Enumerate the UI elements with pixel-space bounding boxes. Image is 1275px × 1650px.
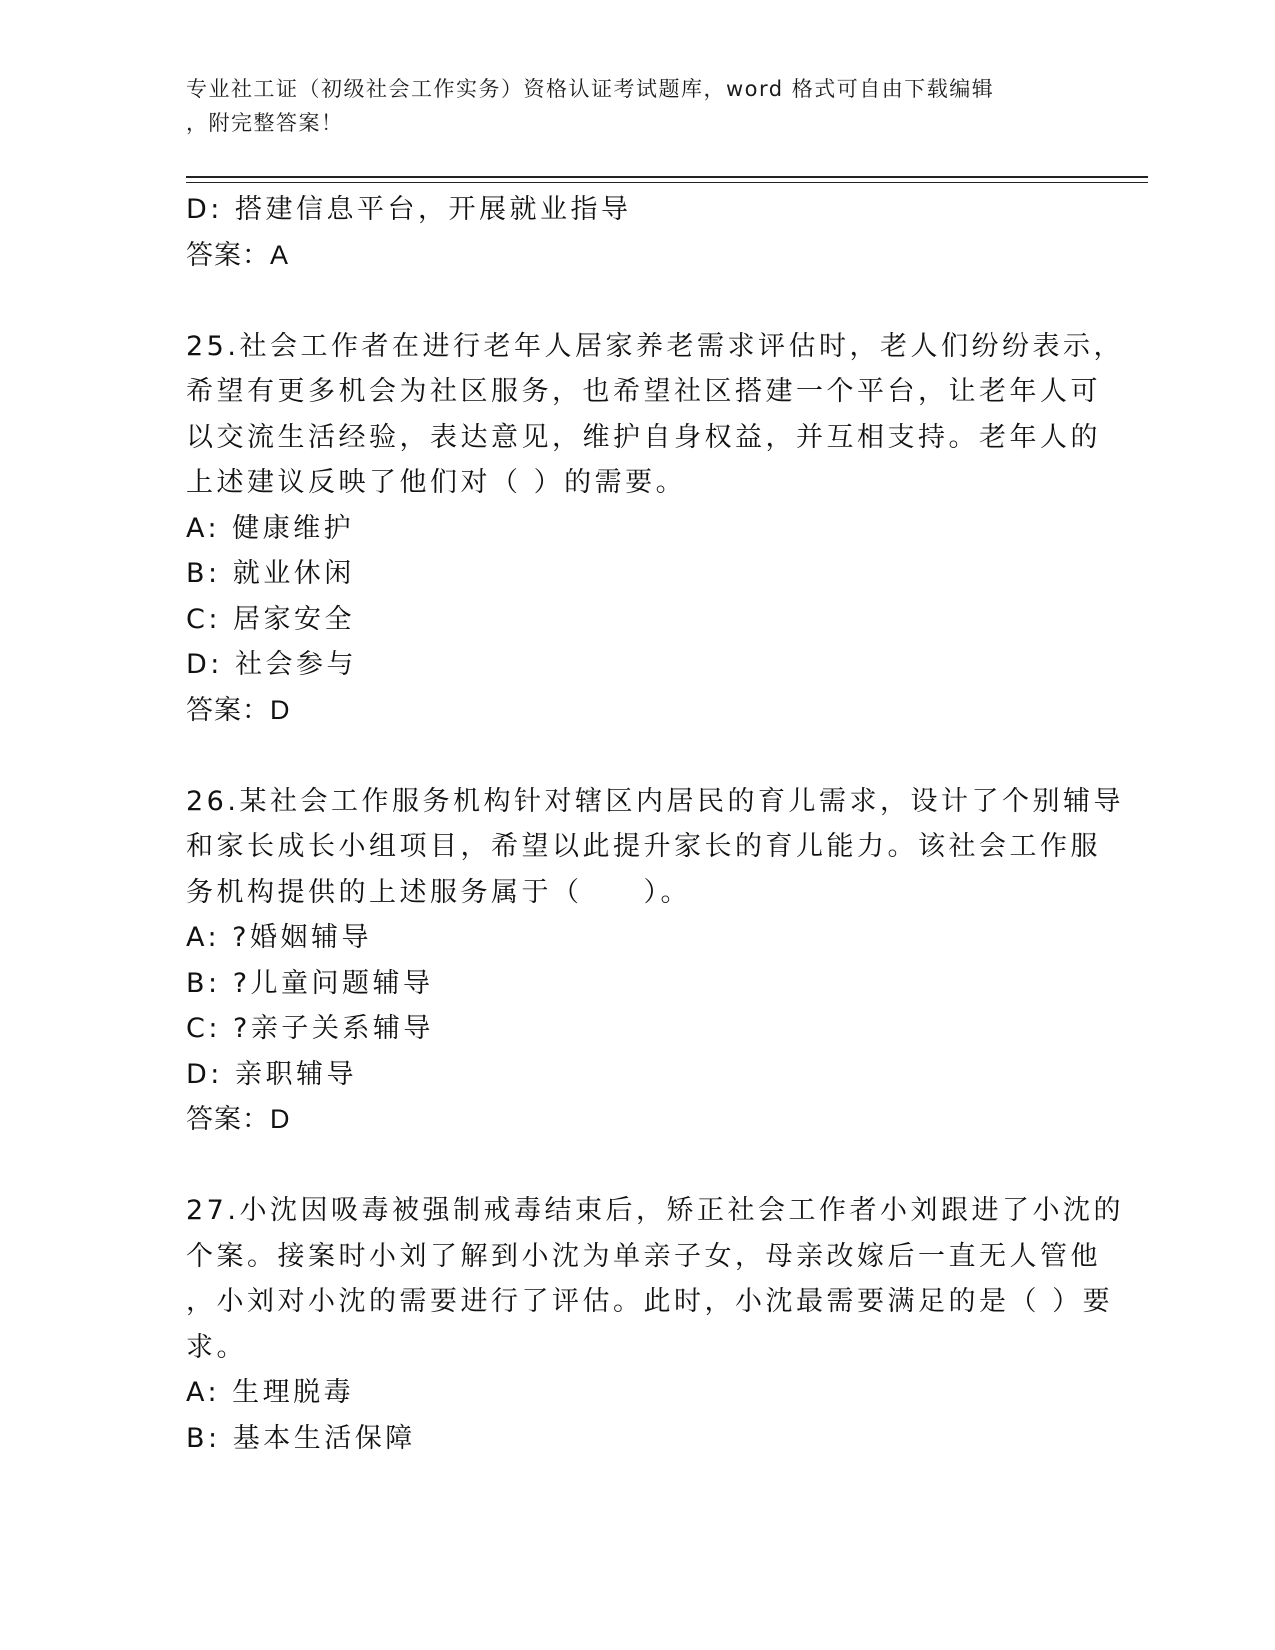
page-header <box>186 72 1066 140</box>
question-stem-line: 25.社会工作者在进行老年人居家养老需求评估时，老人们纷纷表示， <box>186 330 1124 362</box>
question-27 <box>186 1188 1124 1461</box>
question-stem-line: 上述建议反映了他们对（ ）的需要。 <box>186 467 687 498</box>
spacer <box>186 733 1066 779</box>
option-a: A: 生理脱毒 <box>186 1377 355 1408</box>
option-c: C: 居家安全 <box>186 603 356 635</box>
answer-line: 答案：D <box>186 694 291 725</box>
question-stem-line: 希望有更多机会为社区服务，也希望社区搭建一个平台，让老年人可 <box>186 376 1101 407</box>
answer-line: 答案：D <box>186 1104 291 1134</box>
question-stem-line: 26.某社会工作服务机构针对辖区内居民的育儿需求，设计了个别辅导 <box>186 785 1124 817</box>
question-stem-line: ，小刘对小沈的需要进行了评估。此时，小沈最需要满足的是（ ）要 <box>186 1286 1114 1317</box>
question-stem-line: 务机构提供的上述服务属于（ ）。 <box>186 876 691 908</box>
question-stem-line: 个案。接案时小刘了解到小沈为单亲子女，母亲改嫁后一直无人管他 <box>186 1240 1101 1272</box>
option-b: B: 基本生活保障 <box>186 1422 416 1454</box>
question-25 <box>186 324 1124 734</box>
spacer <box>186 278 1066 324</box>
option-b: B: ?儿童问题辅导 <box>186 967 434 999</box>
header-rule-thin <box>186 182 1148 183</box>
answer-line: 答案：A <box>186 239 290 270</box>
question-stem-line: 27.小沈因吸毒被强制戒毒结束后，矫正社会工作者小刘跟进了小沈的 <box>186 1195 1124 1226</box>
option-b: B: 就业休闲 <box>186 558 355 589</box>
header-rule-thick <box>186 176 1148 178</box>
question-content <box>186 187 1124 1461</box>
header-line-1: 专业社工证（初级社会工作实务）资格认证考试题库，word 格式可自由下载编辑 <box>186 77 995 101</box>
question-26 <box>186 779 1124 1143</box>
question-stem-line: 和家长成长小组项目，希望以此提升家长的育儿能力。该社会工作服 <box>186 831 1101 862</box>
header-line-2: ，附完整答案！ <box>186 111 344 135</box>
option-d: D: 亲职辅导 <box>186 1058 357 1090</box>
option-a: A: 健康维护 <box>186 512 355 544</box>
option-d: D: 社会参与 <box>186 649 357 680</box>
question-stem-line: 求。 <box>186 1331 247 1363</box>
option-c: C: ?亲子关系辅导 <box>186 1013 434 1044</box>
option-d: D: 搭建信息平台，开展就业指导 <box>186 194 632 225</box>
question-stem-line: 以交流生活经验，表达意见，维护自身权益，并互相支持。老年人的 <box>186 421 1101 453</box>
option-a: A: ?婚姻辅导 <box>186 922 373 953</box>
spacer <box>186 1143 1066 1189</box>
